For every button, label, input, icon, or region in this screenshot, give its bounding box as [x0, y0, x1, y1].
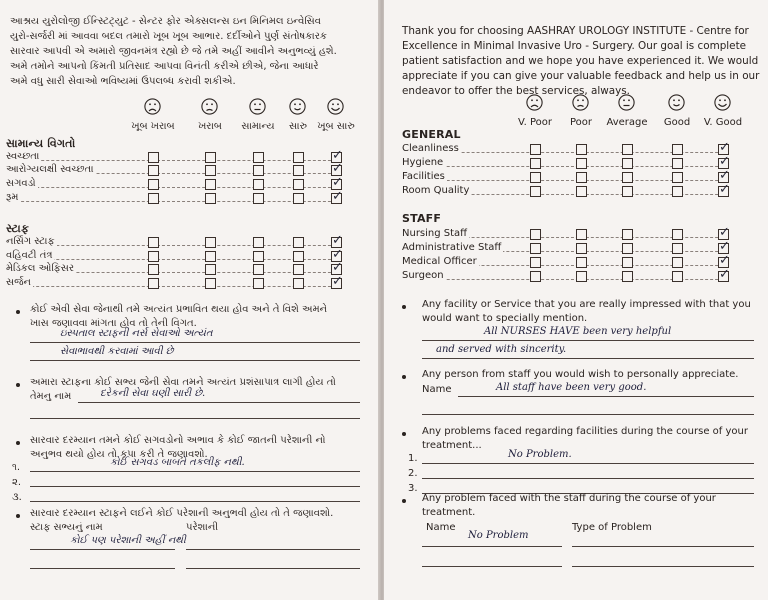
handwritten-answer-impressed-gu: ઇસ્પતાલ સ્ટાફની નર્સ સેવાઓ અત્યંત	[60, 328, 213, 339]
rating-checkbox[interactable]	[148, 264, 159, 275]
very-sad-face-icon	[144, 98, 161, 115]
answer-line	[422, 463, 754, 464]
rating-row-label: Nursing Staff	[402, 228, 468, 239]
column-header-problem-en: Type of Problem	[572, 522, 652, 533]
rating-scale-label: ખૂબ સારુ	[317, 121, 355, 132]
intro-line: Excellence in Minimal Invasive Uro - Surgery. Our goal is complete	[402, 40, 747, 52]
rating-checkbox[interactable]	[253, 165, 264, 176]
rating-checkbox[interactable]	[576, 172, 587, 183]
checkmark-icon: ✓	[719, 154, 730, 169]
general-section-title-gu: સામાન્ય વિગતો	[6, 137, 76, 150]
rating-checkbox[interactable]	[622, 172, 633, 183]
answer-line	[422, 546, 562, 547]
rating-row-label: Surgeon	[402, 270, 444, 281]
rating-checkbox[interactable]	[576, 271, 587, 282]
rating-checkbox[interactable]	[530, 271, 541, 282]
handwritten-answer-impressed-en: All NURSES HAVE been very helpful	[484, 326, 672, 337]
list-number: 1.	[408, 453, 418, 464]
checkmark-icon: ✓	[719, 267, 730, 282]
rating-checkbox[interactable]	[622, 144, 633, 155]
handwritten-answer-appreciate-gu: દરેકની સેવા ઘણી સારી છે.	[100, 388, 206, 399]
rating-checkbox[interactable]	[148, 251, 159, 262]
question-line: તેમનુ નામ	[30, 391, 72, 402]
big-smile-face-icon	[327, 98, 344, 115]
rating-checkbox[interactable]	[253, 179, 264, 190]
rating-checkbox[interactable]	[672, 144, 683, 155]
smile-face-icon	[289, 98, 306, 115]
rating-scale-label: ખૂબ ખરાબ	[131, 121, 175, 132]
rating-row	[6, 260, 358, 276]
rating-checkbox[interactable]	[622, 243, 633, 254]
rating-checkbox[interactable]	[293, 278, 304, 289]
checkmark-icon: ✓	[719, 140, 730, 155]
rating-checkbox[interactable]	[576, 229, 587, 240]
checkmark-icon: ✓	[719, 239, 730, 254]
rating-row-label: નર્સિંગ સ્ટાફ	[6, 236, 55, 247]
rating-checkbox[interactable]	[148, 165, 159, 176]
rating-scale-label: Good	[663, 117, 691, 128]
rating-checkbox[interactable]	[293, 264, 304, 275]
name-label-en: Name	[422, 384, 452, 395]
rating-checkbox[interactable]	[148, 193, 159, 204]
rating-row-label: સ્વચ્છતા	[6, 151, 40, 162]
dotted-leader	[6, 259, 341, 260]
answer-line	[572, 566, 754, 567]
rating-checkbox[interactable]	[530, 144, 541, 155]
answer-line	[572, 546, 754, 547]
rating-checkbox[interactable]	[530, 172, 541, 183]
handwritten-answer-staff-gu: કોઈ પણ પરેશાની અહીં નથી	[70, 535, 186, 546]
list-number: ૨.	[12, 477, 22, 488]
dotted-leader	[6, 201, 341, 202]
rating-checkbox[interactable]	[148, 179, 159, 190]
rating-row-label: સર્જન	[6, 277, 32, 288]
rating-checkbox[interactable]	[205, 165, 216, 176]
rating-checkbox[interactable]	[530, 243, 541, 254]
rating-checkbox[interactable]	[672, 172, 683, 183]
checkmark-icon: ✓	[332, 247, 343, 262]
rating-checkbox[interactable]	[530, 257, 541, 268]
rating-row	[6, 161, 358, 177]
question-line: treatment.	[422, 507, 476, 518]
rating-scale-label: ખરાબ	[198, 121, 222, 132]
neutral-face-icon	[618, 94, 635, 111]
intro-line: Thank you for choosing AASHRAY UROLOGY INSTITUTE - Centre for	[402, 25, 749, 37]
rating-checkbox[interactable]	[148, 278, 159, 289]
intro-line: endeavor to offer the best services, always.	[402, 85, 630, 97]
rating-scale-label: સામાન્ય	[241, 121, 275, 132]
question-line: would want to specially mention.	[422, 313, 588, 324]
question-line: treatment...	[422, 440, 482, 451]
neutral-face-icon	[249, 98, 266, 115]
intro-line: અમે વધુ સારી સેવાઓ ભવિષ્યમાં ઉપલબ્ધ કરાવી શકીએ.	[10, 76, 236, 87]
rating-checkbox[interactable]	[672, 243, 683, 254]
rating-checkbox[interactable]	[205, 193, 216, 204]
answer-line	[186, 549, 360, 550]
rating-checkbox[interactable]	[672, 158, 683, 169]
rating-scale-label: સારુ	[289, 121, 307, 132]
list-number: 3.	[408, 483, 418, 494]
answer-line	[30, 501, 360, 502]
checkmark-icon: ✓	[332, 161, 343, 176]
rating-checkbox[interactable]	[530, 186, 541, 197]
list-number: ૩.	[12, 492, 22, 503]
very-sad-face-icon	[526, 94, 543, 111]
rating-checkbox[interactable]	[293, 152, 304, 163]
rating-checkbox[interactable]	[293, 251, 304, 262]
handwritten-answer-facility-en: No Problem.	[508, 449, 572, 460]
rating-checkbox[interactable]	[205, 278, 216, 289]
answer-line	[186, 568, 360, 569]
rating-row	[402, 168, 752, 184]
rating-checkbox[interactable]	[622, 257, 633, 268]
bullet	[16, 514, 20, 518]
rating-scale-label: V. Good	[703, 117, 743, 128]
bullet	[16, 441, 20, 445]
checkmark-icon: ✓	[719, 182, 730, 197]
rating-checkbox[interactable]	[293, 165, 304, 176]
rating-row-label: Room Quality	[402, 185, 470, 196]
rating-row-label: મેડિકલ ઓફિસર	[6, 263, 74, 274]
rating-checkbox[interactable]	[530, 158, 541, 169]
sad-face-icon	[201, 98, 218, 115]
bullet	[402, 499, 406, 503]
rating-row	[402, 239, 752, 255]
rating-checkbox[interactable]	[253, 278, 264, 289]
answer-line	[30, 549, 175, 550]
sad-face-icon	[572, 94, 589, 111]
answer-line	[78, 402, 360, 403]
handwritten-answer-staff-en: No Problem	[468, 530, 529, 541]
answer-line	[422, 358, 754, 359]
rating-row	[6, 175, 358, 191]
checkmark-icon: ✓	[332, 233, 343, 248]
question-impressed-gu	[30, 303, 327, 331]
answer-line	[422, 414, 754, 415]
intro-line: યુરો-સર્જરી માં આવવા બદલ તમારો ખૂબ ખૂબ આભાર. દર્દીઓને પુર્ણ સંતોષકારક	[10, 31, 327, 42]
bullet	[402, 375, 406, 379]
answer-line	[30, 418, 360, 419]
rating-checkbox[interactable]	[672, 229, 683, 240]
checkmark-icon: ✓	[332, 274, 343, 289]
rating-checkbox[interactable]	[253, 193, 264, 204]
rating-row	[6, 247, 358, 263]
intro-line: સારવાર આપવી એ અમારો જીવનમંત્ર રહ્યો છે જે તમે અહીં આવીને અનુભવ્યું હશે.	[10, 46, 337, 57]
rating-checkbox[interactable]	[622, 158, 633, 169]
rating-row-label: રૂમ	[6, 192, 19, 203]
question-line: ખાસ જણાવવા માંગતા હોવ તો તેની વિગત.	[30, 318, 197, 329]
answer-line	[30, 486, 360, 487]
intro-line: આશ્રય યુરોલોજી ઈન્સ્ટિટ્યુટ - સેન્ટર ફોર એક્સલન્સ ઇન મિનિમલ ઇન્વેસિવ	[10, 16, 321, 27]
bullet	[402, 432, 406, 436]
rating-checkbox[interactable]	[576, 144, 587, 155]
rating-row-label: સગવડો	[6, 178, 36, 189]
rating-row	[6, 148, 358, 164]
question-line: સારવાર દરમ્યાન તમને કોઈ સગવડોનો અભાવ કે કોઈ જાતની પરેશાની નો	[30, 435, 326, 446]
bullet	[16, 383, 20, 387]
dotted-leader	[6, 160, 341, 161]
question-line: Any facility or Service that you are really impressed with that you	[422, 299, 751, 310]
staff-section-title-gu: સ્ટાફ	[6, 222, 29, 235]
rating-checkbox[interactable]	[622, 271, 633, 282]
checkmark-icon: ✓	[332, 175, 343, 190]
answer-line	[30, 471, 360, 472]
intro-line: appreciate if you can give your valuable feedback and help us in our	[402, 70, 760, 82]
rating-checkbox[interactable]	[253, 237, 264, 248]
intro-line: patient satisfaction and we hope you have experienced it. We would	[402, 55, 759, 67]
question-facility-problem-en	[422, 425, 748, 453]
question-line: સારવાર દરમ્યાન સ્ટાફને લઈને કોઈ પરેશાની અનુભવી હોય તો તે જણાવશો.	[30, 508, 334, 519]
question-line: અમારા સ્ટાફના કોઈ સભ્ય જેની સેવા તમને અત્યંત પ્રશંસાપાત્ર લાગી હોય તો	[30, 377, 336, 388]
rating-checkbox[interactable]	[672, 257, 683, 268]
rating-checkbox[interactable]	[205, 152, 216, 163]
rating-checkbox[interactable]	[622, 186, 633, 197]
rating-checkbox[interactable]	[205, 251, 216, 262]
answer-line	[30, 360, 360, 361]
answer-line	[422, 566, 562, 567]
rating-row-label: આરોગ્યલક્ષી સ્વચ્છતા	[6, 164, 94, 175]
intro-text-en	[402, 24, 759, 99]
rating-row	[6, 189, 358, 205]
answer-line	[30, 342, 360, 343]
rating-row	[402, 267, 752, 283]
question-staff-problem-gu	[30, 507, 333, 535]
dotted-leader	[6, 286, 341, 287]
rating-checkbox[interactable]	[576, 257, 587, 268]
question-line: Any problems faced regarding facilities during the course of your	[422, 426, 748, 437]
intro-text-gu	[10, 14, 337, 89]
rating-checkbox[interactable]	[205, 179, 216, 190]
rating-row-label: Medical Officer	[402, 256, 477, 267]
rating-row	[402, 253, 752, 269]
rating-checkbox[interactable]	[253, 264, 264, 275]
rating-checkbox[interactable]	[672, 271, 683, 282]
gujarati-page	[0, 0, 380, 600]
intro-line: અમે તમોને આપનો કિંમતી પ્રતિસાદ આપવા વિનંતી કરીએ છીએ, જેના આધારે	[10, 61, 319, 72]
rating-checkbox[interactable]	[148, 152, 159, 163]
rating-row-label: Cleanliness	[402, 143, 459, 154]
checkmark-icon: ✓	[719, 168, 730, 183]
question-impressed-en	[422, 298, 751, 326]
rating-row-label: Administrative Staff	[402, 242, 502, 253]
name-label-en: Name	[426, 522, 456, 533]
rating-checkbox[interactable]	[293, 237, 304, 248]
rating-row	[402, 225, 752, 241]
rating-row	[402, 182, 752, 198]
handwritten-answer-impressed-gu: સેવાભાવથી કરવામાં આવી છે	[60, 346, 174, 357]
bullet	[16, 310, 20, 314]
answer-line	[458, 396, 754, 397]
big-smile-face-icon	[714, 94, 731, 111]
column-header-problem-gu: પરેશાની	[186, 522, 219, 533]
rating-checkbox[interactable]	[576, 158, 587, 169]
question-line: અનુભવ થયો હોય તો કૃપા કરી તે જણાવશો.	[30, 449, 208, 460]
rating-checkbox[interactable]	[530, 229, 541, 240]
rating-checkbox[interactable]	[293, 193, 304, 204]
rating-row	[402, 154, 752, 170]
rating-scale-label: V. Poor	[518, 117, 552, 128]
smile-face-icon	[668, 94, 685, 111]
checkmark-icon: ✓	[719, 225, 730, 240]
list-number: 2.	[408, 468, 418, 479]
rating-row	[6, 233, 358, 249]
question-line: Any problem faced with the staff during the course of your	[422, 493, 716, 504]
answer-line	[30, 568, 175, 569]
question-appreciate-en: Any person from staff you would wish to personally appreciate.	[422, 369, 739, 380]
question-line: સ્ટાફ સભ્યનું નામ	[30, 522, 103, 533]
answer-line	[422, 478, 754, 479]
staff-section-title-en: STAFF	[402, 212, 442, 225]
rating-scale-label: Poor	[569, 117, 593, 128]
answer-line	[422, 340, 754, 341]
dotted-leader	[6, 187, 341, 188]
checkmark-icon: ✓	[332, 260, 343, 275]
list-number: ૧.	[12, 462, 21, 473]
rating-checkbox[interactable]	[576, 243, 587, 254]
rating-checkbox[interactable]	[253, 152, 264, 163]
question-staff-problem-en	[422, 492, 716, 520]
checkmark-icon: ✓	[332, 148, 343, 163]
rating-row	[6, 274, 358, 290]
english-page	[384, 0, 768, 600]
rating-checkbox[interactable]	[205, 237, 216, 248]
handwritten-answer-facility-gu: કોઈ સગવડ બાબતે તકલીફ નથી.	[110, 457, 245, 468]
rating-checkbox[interactable]	[622, 229, 633, 240]
general-section-title-en: GENERAL	[402, 128, 461, 141]
checkmark-icon: ✓	[332, 189, 343, 204]
rating-scale-label: Average	[606, 117, 648, 128]
rating-checkbox[interactable]	[576, 186, 587, 197]
rating-row-label: Hygiene	[402, 157, 444, 168]
question-line: કોઈ એવી સેવા જેનાથી તમે અત્યંત પ્રભાવિત થયા હોવ અને તે વિશે અમને	[30, 304, 328, 315]
checkmark-icon: ✓	[719, 253, 730, 268]
rating-row	[402, 140, 752, 156]
rating-checkbox[interactable]	[253, 251, 264, 262]
handwritten-answer-impressed-en: and served with sincerity.	[436, 344, 567, 355]
rating-checkbox[interactable]	[293, 179, 304, 190]
handwritten-answer-appreciate-en: All staff have been very good.	[496, 382, 647, 393]
rating-checkbox[interactable]	[205, 264, 216, 275]
rating-checkbox[interactable]	[148, 237, 159, 248]
rating-row-label: વહિવટી તંત્ર	[6, 250, 53, 261]
rating-row-label: Facilities	[402, 171, 445, 182]
rating-checkbox[interactable]	[672, 186, 683, 197]
bullet	[402, 305, 406, 309]
